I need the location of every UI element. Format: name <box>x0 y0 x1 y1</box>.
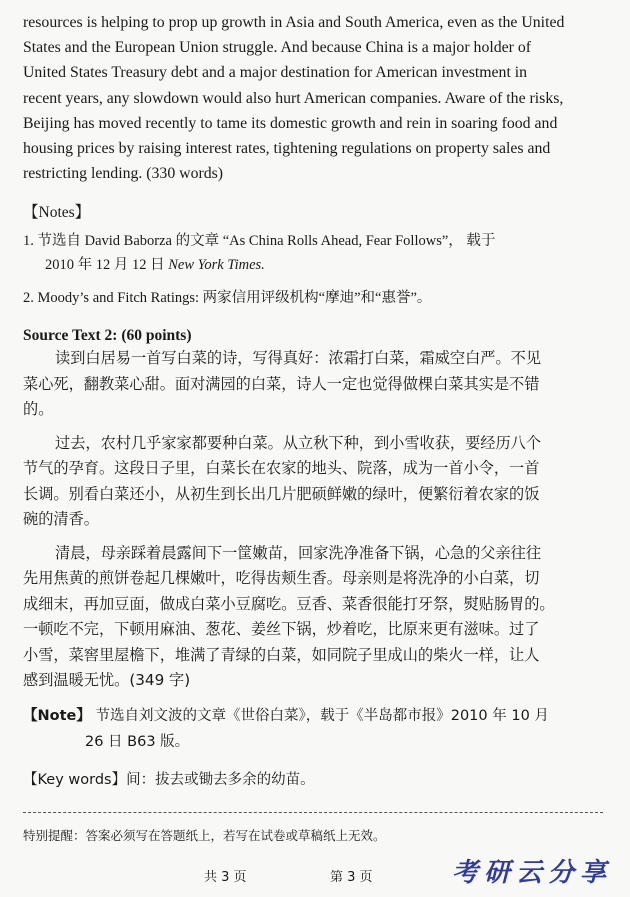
dashed-divider <box>23 812 603 813</box>
paragraph-line: 的。 <box>23 400 54 418</box>
paragraph-line: 小雪，菜窖里屋檐下，堆满了青绿的白菜，如同院子里成山的柴火一样，让人 <box>23 645 540 664</box>
page-current: 第 3 页 <box>330 870 373 885</box>
paragraph-line: United States Treasury debt and a major destination for American investment in <box>23 64 528 82</box>
key-words-line <box>23 768 613 794</box>
key-words <box>23 768 613 794</box>
paragraph-line: 过去，农村几乎家家都要种白菜。从立秋下种，到小雪收获，要经历八个 <box>55 433 541 452</box>
paragraph-line: 读到白居易一首写白菜的诗，写得真好：浓霜打白菜，霜威空白严。不见 <box>55 349 541 367</box>
source-note-line-2: 26 日 B63 版。 <box>85 733 190 750</box>
source-note-line-1 <box>23 704 613 730</box>
paragraph-line: housing prices by raising interest rates, tightening regulations on property sales and <box>23 140 551 158</box>
chinese-paragraph-1 <box>23 346 613 423</box>
paragraph-line: 感到温暖无忧。(349 字) <box>23 671 191 689</box>
paragraph-line: 长调。别看白菜还小，从初生到长出几片肥硕鲜嫩的绿叶，便繁衍着农家的饭 <box>23 484 540 503</box>
chinese-paragraph-2 <box>23 431 613 533</box>
paragraph-line: 一顿吃不完，下顿用麻油、葱花、姜丝下锅，炒着吃，比原来更有滋味。过了 <box>23 620 540 638</box>
paragraph-line: Beijing has moved recently to tame its domestic growth and rein in soaring food and <box>23 114 558 132</box>
paragraph-line: 清晨，母亲踩着晨露间下一筐嫩苗，回家洗净准备下锅，心急的父亲往往 <box>55 543 541 562</box>
note-1-publication: New York Times. <box>168 257 265 273</box>
source-note-label: 【Note】 <box>23 708 91 724</box>
key-words-text: 间：拔去或锄去多余的幼苗。 <box>126 772 315 788</box>
special-reminder: 特别提醒：答案必须写在答题纸上，若写在试卷或草稿纸上无效。 <box>23 828 386 843</box>
paragraph-line: 成细末，再加豆面，做成白菜小豆腐吃。豆香、菜香很能打牙祭，熨贴肠胃的。 <box>23 594 555 613</box>
paragraph-line: 菜心死，翻教菜心甜。面对满园的白菜，诗人一定也觉得做棵白菜其实是不错 <box>23 374 540 393</box>
note-1-date: 2010 年 12 月 12 日 <box>45 257 169 273</box>
paragraph-line: restricting lending. (330 words) <box>23 165 224 183</box>
key-words-label: 【Key words】 <box>23 772 127 788</box>
note-1 <box>23 229 613 277</box>
paragraph-line: States and the European Union struggle. And because China is a major holder of <box>23 39 532 57</box>
note-1-line-1: 1. 节选自 David Baborza 的文章 “As China Rolls Ahead, Fear Follows”， 载于 <box>23 233 496 249</box>
paragraph-line: resources is helping to prop up growth in Asia and South America, even as the United <box>23 14 565 31</box>
paragraph-line: 碗的清香。 <box>23 510 99 528</box>
source-note-text: 节选自刘文波的文章《世俗白菜》，载于《半岛都市报》2010 年 10 月 <box>95 708 549 724</box>
paragraph-line: 先用焦黄的煎饼卷起几棵嫩叶，吃得齿颊生香。母亲则是将洗净的小白菜，切 <box>23 569 540 587</box>
paragraph-line: 节气的孕育。这段日子里，白菜长在农家的地头、院落，成为一首小令，一首 <box>23 459 540 477</box>
page-total: 共 3 页 <box>204 870 247 885</box>
chinese-passage <box>23 346 613 694</box>
watermark-logo: 考研云分享 <box>451 858 612 888</box>
note-2: 2. Moody’s and Fitch Ratings: 两家信用评级机构“摩迪”和“惠誉”。 <box>23 290 432 306</box>
english-paragraph <box>23 10 609 186</box>
notes-heading: 【Notes】 <box>23 204 91 221</box>
chinese-paragraph-3 <box>23 541 613 694</box>
source-text-heading: Source Text 2: (60 points) <box>23 327 192 344</box>
source-note <box>23 704 613 755</box>
paragraph-line: recent years, any slowdown would also hurt American companies. Aware of the risks, <box>23 89 564 107</box>
note-1-line-2 <box>23 253 613 277</box>
